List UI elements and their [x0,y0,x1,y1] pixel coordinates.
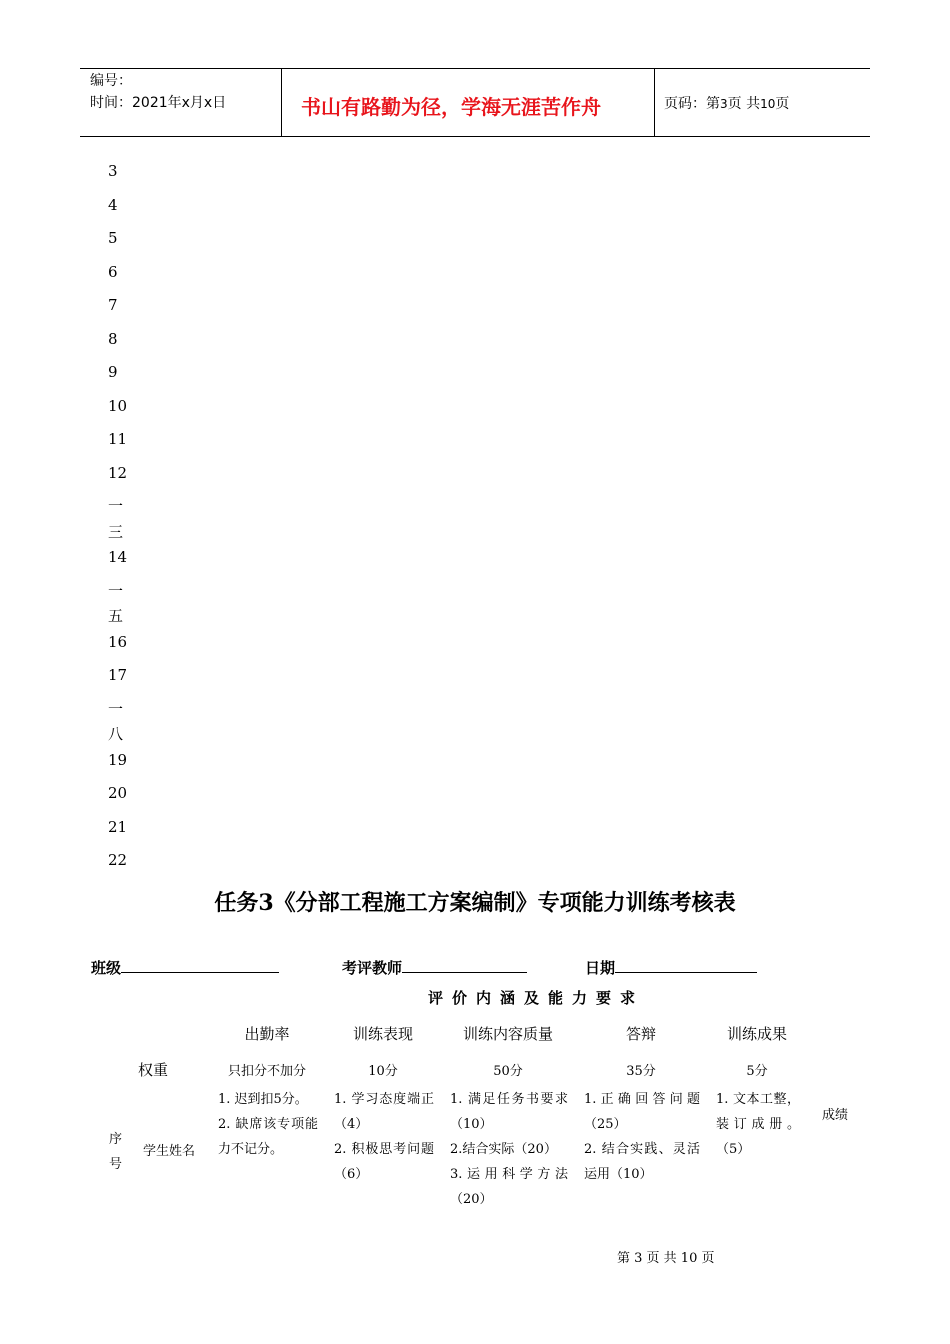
criteria-item: 3.运用科学方法（20） [450,1167,568,1207]
criteria-content-quality [450,1087,568,1212]
list-item: 7 [108,296,118,314]
weight-defense: 35分 [626,1064,656,1079]
list-item: 一 [108,699,124,718]
header-divider-right [654,68,655,136]
list-item: 八 [108,725,124,743]
teacher-label: 考评教师 [342,959,403,977]
list-item: 5 [108,229,118,247]
page-info-suffix: 页 [775,96,790,112]
weight-outcome: 5分 [746,1064,768,1079]
teacher-blank[interactable] [402,956,527,973]
list-item: 三 [108,522,124,541]
criteria-item: 2. 结合实践、灵活运用（10） [584,1142,700,1182]
class-blank[interactable] [121,956,279,973]
class-label: 班级 [91,959,122,977]
seq-label [109,1127,122,1177]
list-item: 一 [108,497,124,515]
list-item: 19 [108,750,128,769]
section-title: 评价内涵及能力要求 [428,989,645,1007]
class-field [91,956,279,978]
header-time-label: 时间：2021年x月x日 [90,95,227,111]
list-item: 6 [108,262,118,281]
weight-label: 权重 [138,1061,169,1079]
header-left-block [90,70,226,114]
date-field [585,956,757,978]
list-item: 11 [108,430,128,448]
score-label: 成绩 [822,1108,849,1123]
criteria-item: 1. 文本工整，装订成册。（5） [716,1092,800,1157]
list-item: 22 [108,851,128,869]
weight-content-quality: 50分 [493,1064,523,1079]
number-list [108,160,127,883]
list-item: 8 [108,329,118,348]
column-header-performance: 训练表现 [352,1025,413,1043]
column-header-defense: 答辩 [625,1025,656,1043]
seq-label-line2: 号 [109,1157,123,1172]
criteria-item: 1. 迟到扣5分。 [218,1092,308,1107]
criteria-performance [334,1087,434,1187]
list-item: 16 [108,632,128,651]
criteria-item: 1. 学习态度端正（4） [334,1092,434,1132]
list-item: 五 [108,607,124,625]
list-item: 4 [108,195,118,214]
list-item: 20 [108,784,128,802]
criteria-item: 1.正确回答问题（25） [584,1092,700,1132]
page-footer: 第 3 页 共 10 页 [617,1251,715,1266]
header-top-rule [80,68,870,69]
list-item: 3 [108,162,118,180]
column-header-attendance: 出勤率 [244,1025,290,1043]
weight-attendance: 只扣分不加分 [227,1064,306,1079]
page-info-total: 10 [760,97,776,111]
header-divider-left [281,68,282,136]
page-info-current: 3 [720,97,728,111]
header-number-label: 编号： [90,73,132,89]
criteria-defense [584,1087,700,1187]
criteria-item: 2. 缺席该专项能力不记分。 [218,1117,318,1157]
date-blank[interactable] [615,956,757,973]
list-item: 9 [108,363,118,381]
list-item: 21 [108,817,128,836]
page-info-mid: 页 共 [727,96,761,112]
weight-performance: 10分 [368,1064,398,1079]
header-page-info [664,93,789,113]
list-item: 17 [108,666,128,684]
column-header-content-quality: 训练内容质量 [462,1025,553,1043]
criteria-item: 1. 满足任务书要求（10） [450,1092,568,1132]
criteria-attendance [218,1087,318,1162]
header-motto: 书山有路勤为径，学海无涯苦作舟 [301,95,601,119]
criteria-outcome [716,1087,800,1162]
header-bottom-rule [80,136,870,137]
page-info-prefix: 页码：第 [664,96,720,112]
criteria-item: 2. 积极思考问题（6） [334,1142,434,1182]
seq-label-line1: 序 [109,1132,123,1147]
date-label: 日期 [585,959,616,977]
student-name-label: 学生姓名 [143,1144,196,1159]
list-item: 12 [108,463,128,482]
criteria-item: 2.结合实际（20） [450,1142,557,1157]
teacher-field [342,956,527,978]
column-header-outcome: 训练成果 [726,1025,787,1043]
list-item: 14 [108,548,128,566]
list-item: 10 [108,396,128,415]
list-item: 一 [108,581,124,600]
document-title: 任务3《分部工程施工方案编制》专项能力训练考核表 [214,890,736,916]
